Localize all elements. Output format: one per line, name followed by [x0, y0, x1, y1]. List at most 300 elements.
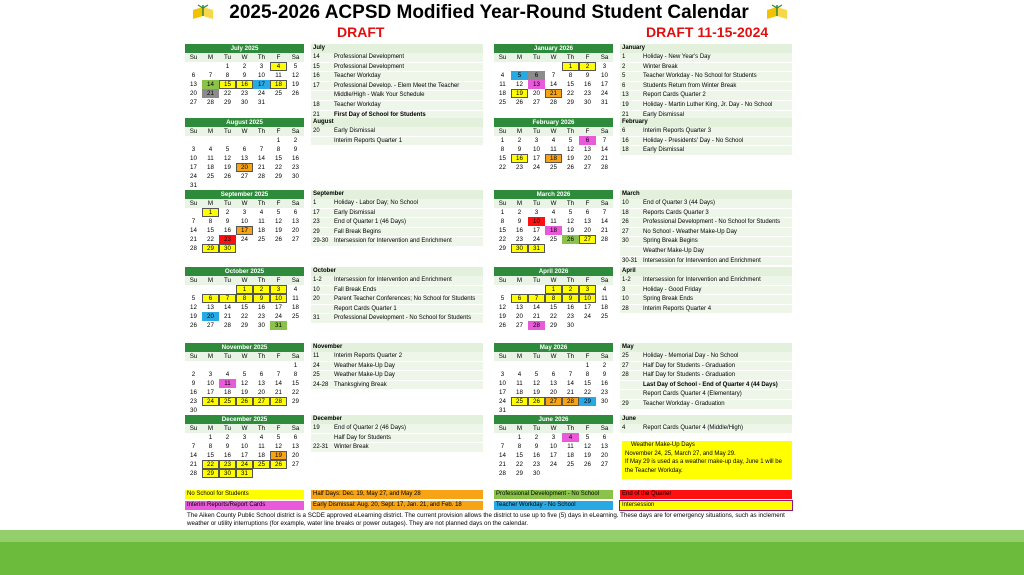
- day-cell: 29: [202, 244, 219, 253]
- event-text: Holiday - New Year's Day: [643, 54, 711, 60]
- day-cell: 25: [550, 236, 557, 243]
- event-row: [620, 371, 792, 381]
- day-cell: 11: [258, 443, 265, 450]
- day-cell: [596, 469, 613, 478]
- day-cell: 2: [517, 137, 522, 144]
- event-row: [311, 362, 483, 372]
- day-cell: 6: [511, 294, 528, 303]
- day-cell: 11: [219, 379, 236, 388]
- week-row: [494, 145, 613, 154]
- event-date: 1-2: [313, 277, 322, 283]
- day-cell: 6: [602, 434, 607, 441]
- day-cell: 10: [579, 294, 596, 303]
- day-cell: 22: [499, 236, 506, 243]
- day-cell: [562, 244, 579, 253]
- day-name: F: [276, 425, 281, 432]
- day-cell: 20: [258, 389, 265, 396]
- event-row: [311, 228, 483, 238]
- event-text: Early Dismissal: [334, 128, 376, 134]
- day-cell: 6: [259, 371, 264, 378]
- day-name: Tu: [533, 425, 540, 432]
- day-cell: 22: [550, 313, 557, 320]
- event-row: [620, 286, 792, 296]
- day-cell: 28: [601, 164, 608, 171]
- week-row: [185, 294, 304, 303]
- day-name: W: [241, 128, 248, 135]
- month-title: October 2025: [185, 267, 304, 276]
- day-cell: 18: [224, 389, 231, 396]
- week-row: [185, 80, 304, 89]
- day-cell: 6: [585, 209, 590, 216]
- day-cell: 5: [500, 295, 505, 302]
- day-cell: 4: [259, 209, 264, 216]
- day-cell: 2: [225, 434, 230, 441]
- event-text: Spring Break Begins: [643, 238, 698, 245]
- week-row: [185, 89, 304, 98]
- day-cell: [236, 181, 253, 190]
- day-cell: 19: [275, 227, 282, 234]
- day-name: F: [585, 54, 590, 61]
- day-cell: 30: [533, 470, 540, 477]
- event-row: [311, 424, 483, 434]
- event-row: [620, 237, 792, 247]
- day-cell: 7: [500, 443, 505, 450]
- event-row: [620, 218, 792, 228]
- day-cell: 29: [292, 398, 299, 405]
- event-row: [311, 82, 483, 92]
- month-calendar: [185, 267, 304, 330]
- event-text: Professional Development: [334, 63, 405, 70]
- day-cell: [511, 62, 528, 71]
- day-cell: 29: [202, 469, 219, 478]
- day-name: W: [241, 200, 248, 207]
- event-text: Professional Development - No School for Students: [334, 315, 472, 322]
- event-text: First Day of School for Students: [334, 111, 426, 118]
- month-calendar: [185, 118, 304, 190]
- week-row: [494, 226, 613, 235]
- event-date: [311, 137, 334, 146]
- day-cell: [511, 406, 528, 415]
- day-cell: 17: [533, 155, 540, 162]
- day-cell: 29: [516, 470, 523, 477]
- event-row: [620, 295, 792, 305]
- day-cell: [270, 361, 287, 370]
- day-cell: 22: [207, 236, 214, 243]
- day-name: Sa: [600, 353, 609, 360]
- day-cell: [202, 285, 219, 294]
- day-cell: 16: [567, 304, 574, 311]
- day-cell: [236, 136, 253, 145]
- week-row: [494, 285, 613, 294]
- day-cell: 15: [499, 155, 506, 162]
- day-cell: [494, 62, 511, 71]
- week-row: [185, 469, 304, 478]
- month-calendar: [185, 44, 304, 107]
- day-cell: 4: [517, 371, 522, 378]
- day-cell: 15: [550, 304, 557, 311]
- day-cell: 3: [208, 371, 213, 378]
- day-name: Tu: [224, 277, 231, 284]
- day-cell: 3: [500, 371, 505, 378]
- day-cell: [545, 361, 562, 370]
- day-cell: 13: [292, 218, 299, 225]
- day-cell: 5: [568, 209, 573, 216]
- day-cell: 9: [191, 380, 196, 387]
- day-cell: 26: [562, 235, 579, 244]
- event-list: [620, 44, 792, 120]
- day-cell: 7: [219, 294, 236, 303]
- day-cell: 10: [499, 380, 506, 387]
- week-row: [494, 235, 613, 244]
- calendar-sheet: [183, 0, 795, 530]
- day-cell: 1: [208, 434, 213, 441]
- day-cell: 21: [545, 89, 562, 98]
- day-name: Sa: [291, 353, 300, 360]
- week-row: [494, 433, 613, 442]
- day-cell: 4: [551, 209, 556, 216]
- day-cell: 2: [242, 63, 247, 70]
- day-cell: 8: [225, 72, 230, 79]
- day-cell: 8: [236, 294, 253, 303]
- event-month-heading: November: [311, 343, 483, 352]
- event-row: [620, 276, 792, 286]
- day-cell: 7: [259, 146, 264, 153]
- event-row: [311, 295, 483, 305]
- day-names-row: [494, 424, 613, 433]
- day-cell: 26: [516, 99, 523, 106]
- day-cell: 14: [567, 380, 574, 387]
- month-calendar: [494, 415, 613, 478]
- event-date: 2: [622, 63, 626, 70]
- day-cell: 22: [499, 164, 506, 171]
- day-cell: 3: [242, 434, 247, 441]
- day-cell: 3: [534, 137, 539, 144]
- day-name: W: [550, 128, 557, 135]
- day-cell: 19: [292, 81, 299, 88]
- day-cell: 13: [190, 81, 197, 88]
- day-cell: [579, 244, 596, 253]
- day-name: Th: [566, 277, 575, 284]
- event-list: [311, 343, 483, 390]
- day-cell: 15: [567, 81, 574, 88]
- day-cell: [219, 361, 236, 370]
- event-date: 16: [622, 137, 629, 144]
- event-text: Report Cards Quarter 4 (Elementary): [643, 391, 742, 398]
- event-text: Intersession for Intervention and Enrichment: [643, 277, 761, 283]
- day-cell: 25: [207, 173, 214, 180]
- week-row: [185, 379, 304, 388]
- day-name: Sa: [600, 128, 609, 135]
- day-cell: 16: [258, 304, 265, 311]
- day-name: Su: [498, 200, 507, 207]
- day-cell: 30: [219, 244, 236, 253]
- day-cell: 31: [270, 321, 287, 330]
- day-cell: 18: [270, 80, 287, 89]
- day-cell: 12: [567, 218, 574, 225]
- event-month-heading: September: [311, 190, 483, 199]
- day-cell: 20: [550, 389, 557, 396]
- day-name: Tu: [533, 353, 540, 360]
- day-cell: 25: [499, 99, 506, 106]
- day-cell: 10: [528, 217, 545, 226]
- day-cell: [253, 469, 270, 478]
- event-text: Students Return from Winter Break: [643, 82, 737, 89]
- day-cell: [579, 321, 596, 330]
- event-row: [311, 286, 483, 296]
- day-cell: 2: [517, 209, 522, 216]
- event-row: [620, 362, 792, 372]
- day-cell: 9: [585, 72, 590, 79]
- event-text: Holiday - Presidents' Day - No School: [643, 137, 744, 144]
- weather-note-line: November 24, 25, March 27, and May 29.: [625, 450, 736, 457]
- day-name: M: [516, 128, 523, 135]
- event-list: [620, 267, 792, 314]
- week-row: [494, 62, 613, 71]
- event-date: 1: [622, 54, 626, 60]
- day-cell: [596, 321, 613, 330]
- event-text: Report Cards Quarter 2: [643, 92, 706, 99]
- day-cell: 22: [516, 461, 523, 468]
- event-row: [311, 237, 483, 247]
- event-date: 17: [313, 82, 320, 89]
- day-name: M: [207, 425, 214, 432]
- day-cell: 23: [516, 236, 523, 243]
- day-cell: 6: [202, 294, 219, 303]
- day-name: Tu: [224, 353, 231, 360]
- day-cell: 13: [601, 443, 608, 450]
- day-cell: [511, 285, 528, 294]
- weather-note-line: If May 29 is used as a weather make-up day, June 1 will be: [625, 459, 782, 465]
- day-cell: 16: [516, 227, 523, 234]
- day-cell: 14: [550, 81, 557, 88]
- event-row: [620, 137, 792, 147]
- event-text: Professional Development: [334, 54, 405, 60]
- day-cell: 17: [275, 304, 282, 311]
- day-name: Th: [257, 425, 266, 432]
- day-cell: 18: [207, 164, 214, 171]
- day-cell: [545, 62, 562, 71]
- day-cell: [253, 136, 270, 145]
- event-row: [311, 53, 483, 63]
- event-date: 21: [313, 111, 320, 118]
- day-cell: 26: [584, 461, 591, 468]
- day-cell: 27: [533, 99, 540, 106]
- bottom-banner: [0, 530, 1024, 575]
- event-row: [311, 218, 483, 228]
- day-cell: 7: [568, 371, 573, 378]
- day-cell: 9: [534, 443, 539, 450]
- day-cell: [494, 285, 511, 294]
- day-cell: 26: [567, 164, 574, 171]
- day-cell: 21: [275, 389, 282, 396]
- day-cell: 18: [292, 304, 299, 311]
- event-row: [620, 209, 792, 219]
- day-cell: 30: [567, 322, 574, 329]
- day-cell: 1: [236, 285, 253, 294]
- event-text: Interim Reports Quarter 1: [334, 137, 403, 144]
- event-month-heading: March: [620, 190, 792, 199]
- day-cell: 31: [236, 469, 253, 478]
- event-row: [620, 247, 792, 257]
- day-cell: 25: [567, 461, 574, 468]
- day-name: M: [207, 54, 214, 61]
- day-cell: 28: [499, 470, 506, 477]
- day-cell: 11: [601, 295, 608, 302]
- month-title: July 2025: [185, 44, 304, 53]
- day-cell: 12: [499, 304, 506, 311]
- week-row: [185, 235, 304, 244]
- day-cell: 7: [602, 137, 607, 144]
- day-cell: 18: [567, 452, 574, 459]
- event-text: Interim Reports Quarter 3: [643, 128, 712, 134]
- event-date: 26: [622, 219, 629, 226]
- day-cell: 19: [224, 164, 231, 171]
- event-row: [311, 443, 483, 453]
- month-title: June 2026: [494, 415, 613, 424]
- day-cell: 8: [293, 371, 298, 378]
- event-date: 1-2: [622, 277, 631, 283]
- day-cell: [219, 181, 236, 190]
- day-cell: [287, 406, 304, 415]
- day-name: Th: [566, 200, 575, 207]
- day-cell: 30: [219, 469, 236, 478]
- day-cell: 14: [190, 227, 197, 234]
- day-name: Su: [189, 200, 198, 207]
- day-name: W: [550, 277, 557, 284]
- day-cell: [270, 406, 287, 415]
- day-cell: 20: [236, 163, 253, 172]
- day-name: Sa: [291, 54, 300, 61]
- day-cell: 12: [584, 443, 591, 450]
- day-cell: 1: [225, 63, 230, 70]
- day-cell: 20: [202, 312, 219, 321]
- day-cell: 10: [190, 155, 197, 162]
- day-cell: 11: [567, 443, 574, 450]
- day-cell: 31: [528, 244, 545, 253]
- day-cell: 17: [207, 389, 214, 396]
- day-cell: 30: [190, 407, 197, 414]
- day-cell: 24: [202, 397, 219, 406]
- event-date: 5: [622, 73, 626, 80]
- day-cell: 22: [275, 164, 282, 171]
- week-row: [494, 397, 613, 406]
- day-cell: 20: [584, 227, 591, 234]
- event-row: [311, 276, 483, 286]
- day-cell: 17: [601, 81, 608, 88]
- event-text: Fall Break Ends: [334, 286, 377, 293]
- day-cell: 30: [292, 173, 299, 180]
- day-cell: 13: [292, 443, 299, 450]
- event-text: Early Dismissal: [643, 147, 685, 154]
- day-cell: 18: [601, 304, 608, 311]
- event-text: Intersession for Intervention and Enrichment: [643, 257, 761, 264]
- event-row: [311, 127, 483, 137]
- day-name: Th: [566, 128, 575, 135]
- event-date: 30: [622, 238, 629, 245]
- day-name: M: [207, 277, 214, 284]
- day-name: Su: [498, 128, 507, 135]
- event-date: 13: [622, 92, 629, 99]
- event-list: [620, 415, 792, 434]
- week-row: [494, 388, 613, 397]
- day-cell: [511, 361, 528, 370]
- month-calendar: [494, 44, 613, 107]
- week-row: [494, 361, 613, 370]
- day-name: Sa: [600, 200, 609, 207]
- day-name: F: [276, 353, 281, 360]
- day-cell: 18: [516, 389, 523, 396]
- day-cell: [528, 361, 545, 370]
- day-cell: 16: [224, 227, 231, 234]
- day-cell: [545, 406, 562, 415]
- day-names-row: [494, 53, 613, 62]
- week-row: [494, 303, 613, 312]
- day-cell: 13: [207, 304, 214, 311]
- day-cell: 30: [511, 244, 528, 253]
- week-row: [185, 154, 304, 163]
- event-text: Weather Make-Up Day: [334, 362, 395, 369]
- day-name: Tu: [533, 200, 540, 207]
- day-cell: 23: [258, 313, 265, 320]
- day-cell: 10: [241, 218, 248, 225]
- event-text: End of Quarter 1 (46 Days): [334, 219, 407, 226]
- event-month-heading: April: [620, 267, 792, 276]
- event-month-heading: January: [620, 44, 792, 53]
- day-cell: 28: [601, 236, 608, 243]
- event-text: Early Dismissal: [334, 209, 376, 216]
- event-row: [311, 371, 483, 381]
- day-cell: 22: [567, 90, 574, 97]
- event-text: Early Dismissal: [643, 111, 685, 118]
- day-names-row: [185, 127, 304, 136]
- event-text: End of Quarter 2 (46 Days): [334, 425, 407, 431]
- day-cell: 9: [562, 294, 579, 303]
- day-cell: 21: [190, 461, 197, 468]
- day-name: Th: [566, 353, 575, 360]
- event-text: Intersession for Intervention and Enrichment: [334, 277, 452, 283]
- day-cell: 17: [190, 164, 197, 171]
- event-text: Holiday - Martin Luther King, Jr. Day - No School: [643, 101, 773, 108]
- day-cell: 18: [545, 154, 562, 163]
- month-title: March 2026: [494, 190, 613, 199]
- event-row: [620, 305, 792, 315]
- day-name: F: [276, 277, 281, 284]
- day-cell: [236, 406, 253, 415]
- day-name: Th: [257, 54, 266, 61]
- event-text: Interim Reports Quarter 2: [334, 353, 403, 359]
- day-name: Su: [498, 353, 507, 360]
- day-cell: 26: [270, 460, 287, 469]
- day-cell: 27: [253, 397, 270, 406]
- day-cell: 28: [190, 470, 197, 477]
- day-cell: 19: [499, 313, 506, 320]
- day-cell: 9: [225, 443, 230, 450]
- day-cell: 25: [253, 460, 270, 469]
- day-cell: 21: [601, 155, 608, 162]
- day-cell: 29: [241, 322, 248, 329]
- day-cell: 11: [207, 155, 214, 162]
- week-row: [185, 62, 304, 71]
- event-date: 18: [313, 101, 320, 108]
- day-cell: 19: [511, 89, 528, 98]
- day-cell: 24: [190, 173, 197, 180]
- day-cell: 15: [584, 380, 591, 387]
- day-cell: 23: [219, 460, 236, 469]
- event-date: 18: [622, 209, 629, 216]
- day-cell: 13: [241, 155, 248, 162]
- day-name: M: [516, 54, 523, 61]
- day-cell: 3: [242, 209, 247, 216]
